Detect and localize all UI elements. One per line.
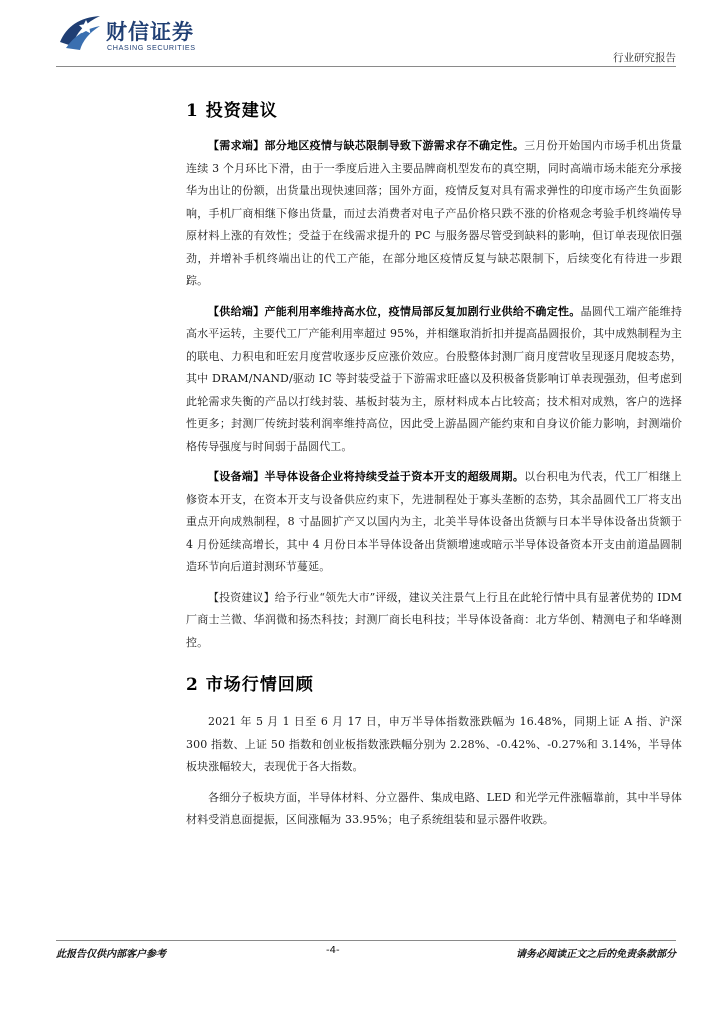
chasing-securities-logo-icon bbox=[58, 12, 102, 52]
paragraph-lead: 【需求端】部分地区疫情与缺芯限制导致下游需求存不确定性。 bbox=[208, 139, 525, 152]
paragraph-body: 晶圆代工端产能维持高水平运转，主要代工厂产能利用率超过 95%，并相继取消折扣并提高晶圆报价，其中成熟制程为主的联电、力积电和旺宏月度营收逐步反应涨价效应。台股整体封测厂商月度营收呈现逐月爬坡态势，其中 DRAM/NAND/驱动 IC 等封装受益于下游需求旺盛以及积极备货影响订单表现强劲，但考虑到此轮需求失衡的产品以打线封装、基板封装为主，原材料成本占比较高；技术相对成熟，客户的选择性更多；封测厂传统封装利润率维持高位，因此受上游晶圆产能约束和自身议价能力影响，封测端价格传导强度与时间弱于晶圆代工。 bbox=[186, 304, 682, 453]
report-body bbox=[186, 86, 682, 840]
footer-disclaimer-note: 此报告仅供内部客户参考 bbox=[56, 949, 166, 960]
report-type-label: 行业研究报告 bbox=[613, 52, 676, 64]
paragraph-body: 【投资建议】给予行业“领先大市”评级，建议关注景气上行且在此轮行情中具有显著优势的 IDM 厂商士兰微、华润微和扬杰科技；封测厂商长电科技；半导体设备商：北方华创、精测电子和华峰测控。 bbox=[186, 590, 682, 649]
paragraph-sub-sector-performance bbox=[186, 787, 682, 832]
paragraph-supply-side bbox=[186, 301, 682, 459]
logo-english-name: CHASING SECURITIES bbox=[107, 43, 196, 52]
footer-divider bbox=[56, 940, 676, 941]
paragraph-body: 以台积电为代表，代工厂相继上修资本开支，在资本开支与设备供应约束下，先进制程处于寡头垄断的态势，其余晶圆代工厂将支出重点开向成熟制程，8 寸晶圆扩产又以国内为主，北美半导体设备出货额与日本半导体设备出货额于 4 月份延续高增长，其中 4 月份日本半导体设备出货额增速或暗示半导体设备资本开支由前道晶圆制造环节向后道封测环节蔓延。 bbox=[186, 470, 682, 573]
company-logo bbox=[56, 10, 256, 58]
page-header bbox=[56, 8, 676, 64]
paragraph-body: 各细分子板块方面，半导体材料、分立器件、集成电路、LED 和光学元件涨幅靠前，其中半导体材料受消息面提振，区间涨幅为 33.95%；电子系统组装和显示器件收跌。 bbox=[186, 790, 682, 826]
paragraph-lead: 【供给端】产能利用率维持高水位，疫情局部反复加剧行业供给不确定性。 bbox=[208, 304, 581, 318]
paragraph-lead: 【设备端】半导体设备企业将持续受益于资本开支的超级周期。 bbox=[208, 470, 525, 483]
page-footer bbox=[56, 945, 676, 961]
section-title-market-review: 2 市场行情回顾 bbox=[186, 675, 314, 695]
header-divider bbox=[56, 66, 676, 67]
paragraph-body: 三月份开始国内市场手机出货量连续 3 个月环比下滑，由于一季度后进入主要品牌商机型发布的真空期，同时高端市场未能充分承接华为出让的份额，出货量出现快速回落；国外方面，疫情反复对具有需求弹性的印度市场产生负面影响，手机厂商相继下修出货量，而过去消费者对电子产品价格只跌不涨的价格观念考验手机终端传导原材料上涨的有效性；受益于在线需求提升的 PC 与服务器尽管受到缺料的影响，但订单表现依旧强劲，并增补手机终端出让的代工产能，在部分地区疫情反复与缺芯限制下，后续变化有待进一步跟踪。 bbox=[186, 139, 682, 287]
footer-disclaimer-link: 请务必阅读正文之后的免责条款部分 bbox=[516, 949, 676, 960]
paragraph-investment-advice bbox=[186, 587, 682, 655]
paragraph-index-performance bbox=[186, 711, 682, 779]
paragraph-body: 2021 年 5 月 1 日至 6 月 17 日，申万半导体指数涨跌幅为 16.48%，同期上证 A 指、沪深 300 指数、上证 50 指数和创业板指数涨跌幅分别为 2.28%、-0.42%、-0.27%和 3.14%，半导体板块涨幅较大，表现优于各大指数。 bbox=[186, 715, 682, 773]
section-title-investment-advice: 1 投资建议 bbox=[186, 101, 278, 121]
paragraph-equipment-side bbox=[186, 466, 682, 579]
page-number: -4- bbox=[326, 945, 340, 956]
paragraph-demand-side bbox=[186, 135, 682, 293]
logo-chinese-name: 财信证券 bbox=[106, 20, 194, 44]
